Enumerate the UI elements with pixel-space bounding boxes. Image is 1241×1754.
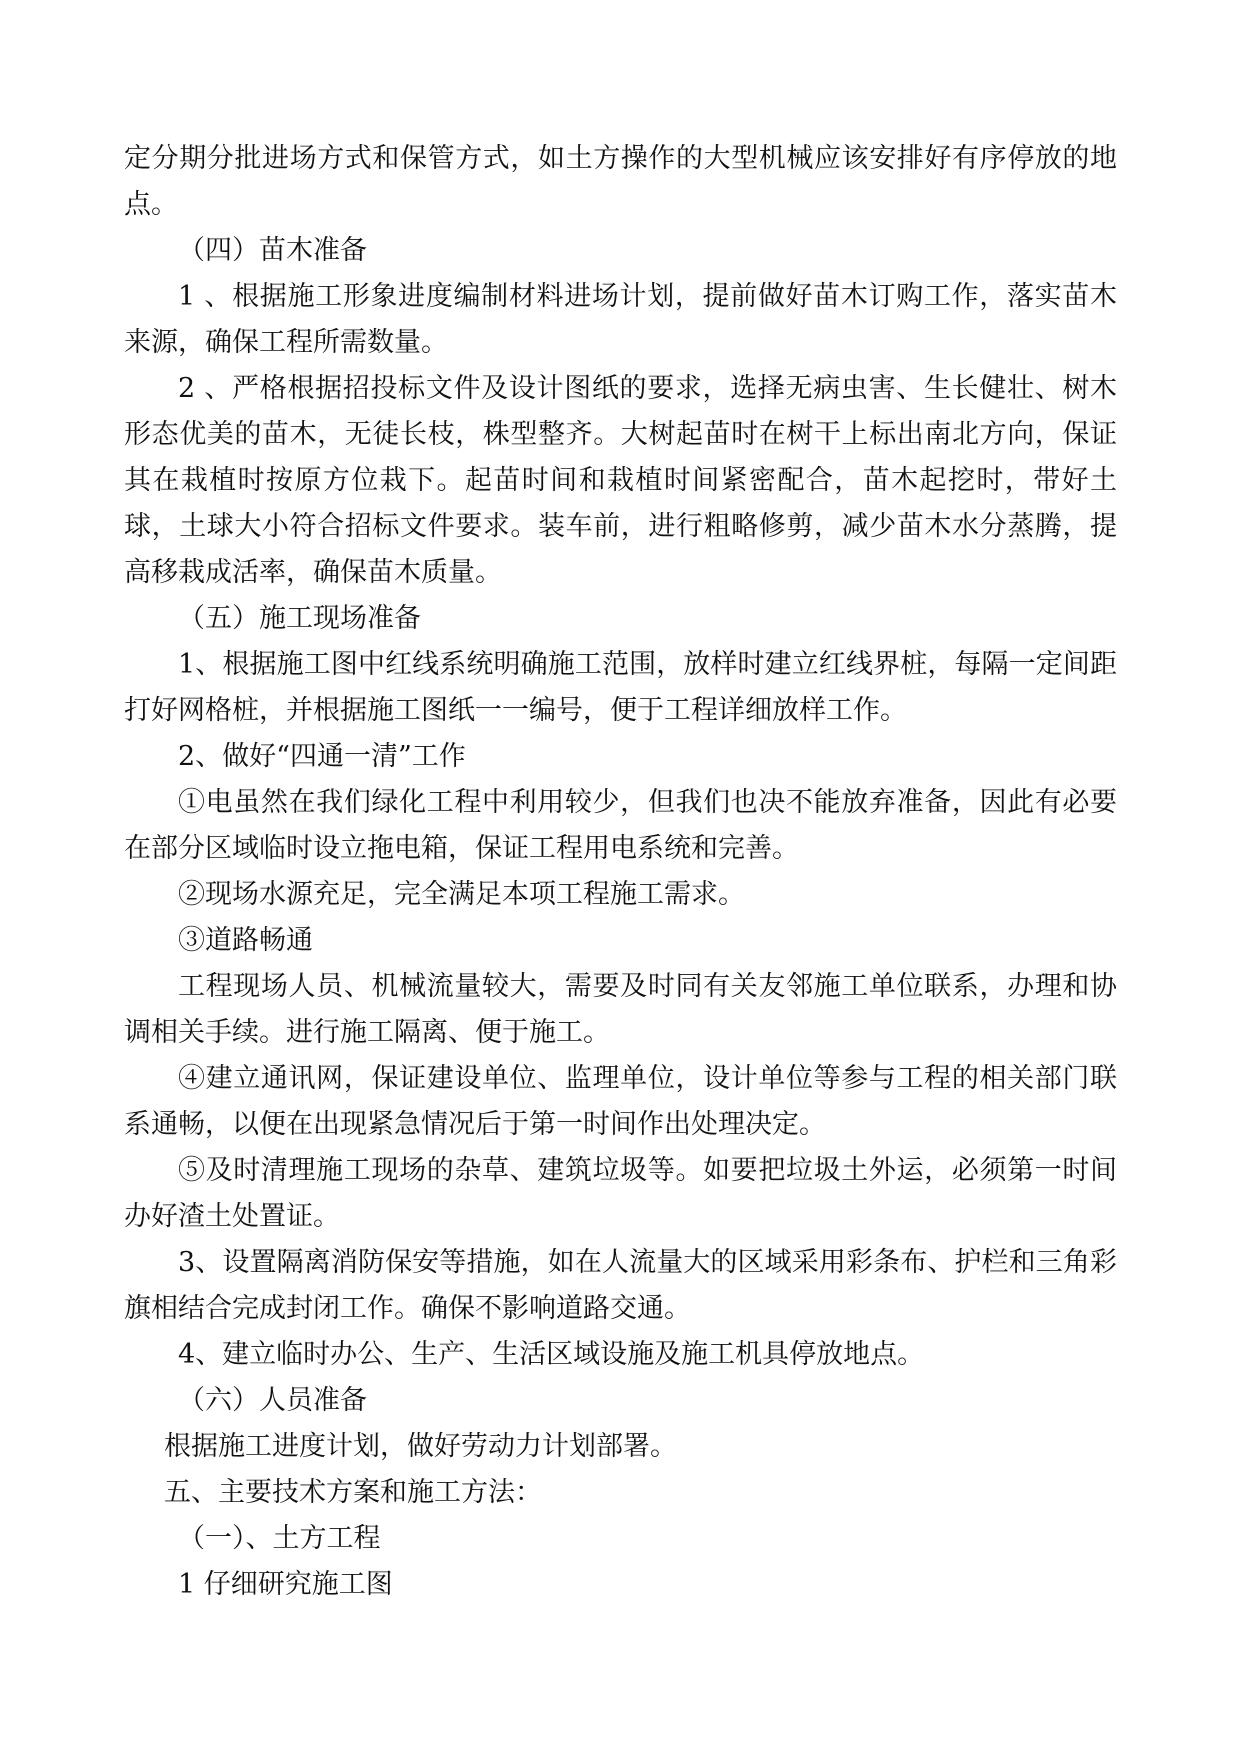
paragraph-site-prep-4: 4、建立临时办公、生产、生活区域设施及施工机具停放地点。 bbox=[178, 1339, 925, 1370]
paragraph-earthwork-1: 1 仔细研究施工图 bbox=[178, 1569, 393, 1600]
chapter-heading-methods: 五、主要技术方案和施工方法： bbox=[164, 1477, 542, 1508]
section-heading-earthwork: （一）、土方工程 bbox=[178, 1523, 381, 1554]
paragraph-electricity: ①电虽然在我们绿化工程中利用较少，但我们也决不能放弃准备，因此有必要在部分区域临时设立拖电箱，保证工程用电系统和完善。 bbox=[124, 787, 1117, 864]
paragraph-roads: ③道路畅通 bbox=[178, 925, 313, 956]
section-heading-site-prep: （五）施工现场准备 bbox=[178, 603, 421, 634]
paragraph-seedlings-1: 1 、根据施工形象进度编制材料进场计划，提前做好苗木订购工作，落实苗木来源，确保工程所需数量。 bbox=[124, 281, 1117, 358]
document-body bbox=[124, 136, 1117, 1608]
paragraph-continuation: 定分期分批进场方式和保管方式，如土方操作的大型机械应该安排好有序停放的地点。 bbox=[124, 143, 1117, 220]
paragraph-communication: ④建立通讯网，保证建设单位、监理单位，设计单位等参与工程的相关部门联系通畅，以便在出现紧急情况后于第一时间作出处理决定。 bbox=[124, 1063, 1117, 1140]
section-heading-seedlings: （四）苗木准备 bbox=[178, 235, 367, 266]
section-heading-personnel: （六）人员准备 bbox=[178, 1385, 367, 1416]
paragraph-roads-detail: 工程现场人员、机械流量较大，需要及时同有关友邻施工单位联系，办理和协调相关手续。进行施工隔离、便于施工。 bbox=[124, 971, 1117, 1048]
paragraph-water: ②现场水源充足，完全满足本项工程施工需求。 bbox=[178, 879, 745, 910]
paragraph-site-prep-2: 2、做好“四通一清”工作 bbox=[178, 741, 466, 772]
paragraph-site-prep-1: 1、根据施工图中红线系统明确施工范围，放样时建立红线界桩，每隔一定间距打好网格桩，并根据施工图纸一一编号，便于工程详细放样工作。 bbox=[124, 649, 1117, 726]
paragraph-site-prep-3: 3、设置隔离消防保安等措施，如在人流量大的区域采用彩条布、护栏和三角彩旗相结合完成封闭工作。确保不影响道路交通。 bbox=[124, 1247, 1117, 1324]
paragraph-seedlings-2: 2 、严格根据招投标文件及设计图纸的要求，选择无病虫害、生长健壮、树木形态优美的苗木，无徒长枝，株型整齐。大树起苗时在树干上标出南北方向，保证其在栽植时按原方位栽下。起苗时间和栽植时间紧密配合，苗木起挖时，带好土球，土球大小符合招标文件要求。装车前，进行粗略修剪，减少苗木水分蒸腾，提高移栽成活率，确保苗木质量。 bbox=[124, 373, 1117, 588]
paragraph-personnel: 根据施工进度计划，做好劳动力计划部署。 bbox=[164, 1431, 677, 1462]
paragraph-cleanup: ⑤及时清理施工现场的杂草、建筑垃圾等。如要把垃圾土外运，必须第一时间办好渣土处置证。 bbox=[124, 1155, 1117, 1232]
